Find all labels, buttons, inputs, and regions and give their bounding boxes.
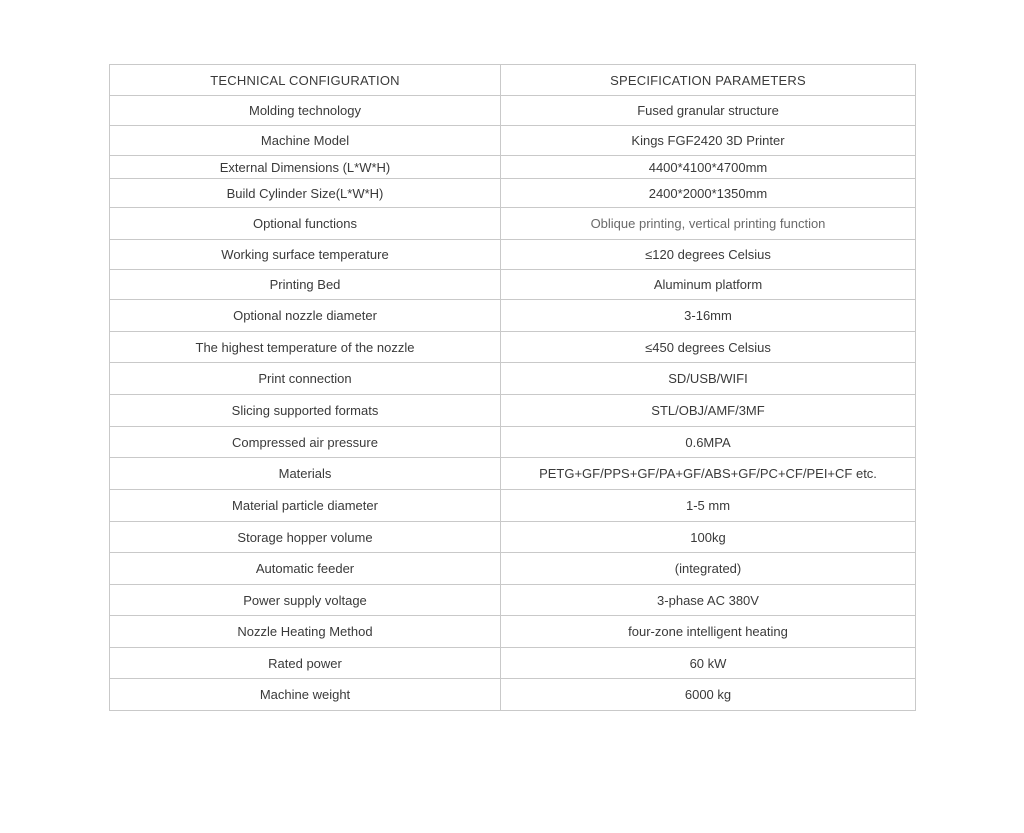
row-value: 3-phase AC 380V [501, 585, 916, 616]
row-value: Oblique printing, vertical printing function [501, 208, 916, 240]
table-row [110, 427, 916, 458]
row-label: Machine weight [110, 679, 501, 711]
row-value: STL/OBJ/AMF/3MF [501, 395, 916, 427]
table-row [110, 300, 916, 332]
row-value: 1-5 mm [501, 490, 916, 522]
row-value: 100kg [501, 522, 916, 553]
row-value: PETG+GF/PPS+GF/PA+GF/ABS+GF/PC+CF/PEI+CF etc. [501, 458, 916, 490]
header-specification-parameters: SPECIFICATION PARAMETERS [501, 65, 916, 96]
row-value: Aluminum platform [501, 270, 916, 300]
row-value: Kings FGF2420 3D Printer [501, 126, 916, 156]
row-label: Working surface temperature [110, 240, 501, 270]
table-row [110, 648, 916, 679]
row-label: The highest temperature of the nozzle [110, 332, 501, 363]
table-row [110, 96, 916, 126]
row-value: 60 kW [501, 648, 916, 679]
row-label: Material particle diameter [110, 490, 501, 522]
row-label: Slicing supported formats [110, 395, 501, 427]
row-label: Rated power [110, 648, 501, 679]
row-label: Storage hopper volume [110, 522, 501, 553]
table-row [110, 126, 916, 156]
row-value: 3-16mm [501, 300, 916, 332]
row-value: 4400*4100*4700mm [501, 156, 916, 179]
row-label: Molding technology [110, 96, 501, 126]
table-row [110, 585, 916, 616]
row-value: SD/USB/WIFI [501, 363, 916, 395]
row-value: Fused granular structure [501, 96, 916, 126]
table-row [110, 179, 916, 208]
spec-table [109, 64, 916, 711]
table-row [110, 553, 916, 585]
row-label: Automatic feeder [110, 553, 501, 585]
table-row [110, 395, 916, 427]
table-row [110, 522, 916, 553]
table-row [110, 270, 916, 300]
header-technical-configuration: TECHNICAL CONFIGURATION [110, 65, 501, 96]
table-header-row [110, 65, 916, 96]
row-label: Optional nozzle diameter [110, 300, 501, 332]
row-label: Build Cylinder Size(L*W*H) [110, 179, 501, 208]
row-label: Print connection [110, 363, 501, 395]
row-label: Machine Model [110, 126, 501, 156]
table-row [110, 208, 916, 240]
row-value: (integrated) [501, 553, 916, 585]
table-row [110, 156, 916, 179]
row-label: Power supply voltage [110, 585, 501, 616]
table-row [110, 679, 916, 711]
row-value: ≤120 degrees Celsius [501, 240, 916, 270]
row-label: Printing Bed [110, 270, 501, 300]
row-value: 2400*2000*1350mm [501, 179, 916, 208]
row-label: Optional functions [110, 208, 501, 240]
row-label: Nozzle Heating Method [110, 616, 501, 648]
row-value: 6000 kg [501, 679, 916, 711]
table-row [110, 332, 916, 363]
row-value: 0.6MPA [501, 427, 916, 458]
row-label: External Dimensions (L*W*H) [110, 156, 501, 179]
table-row [110, 616, 916, 648]
row-label: Compressed air pressure [110, 427, 501, 458]
table-row [110, 240, 916, 270]
table-row [110, 363, 916, 395]
row-value: four-zone intelligent heating [501, 616, 916, 648]
row-label: Materials [110, 458, 501, 490]
table-row [110, 490, 916, 522]
row-value: ≤450 degrees Celsius [501, 332, 916, 363]
table-row [110, 458, 916, 490]
